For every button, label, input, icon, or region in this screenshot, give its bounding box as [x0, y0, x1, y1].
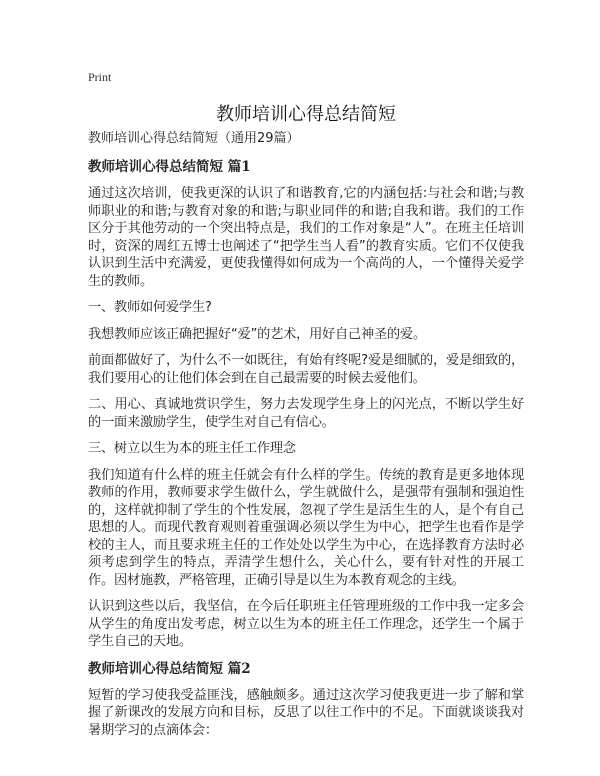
section-heading: 教师培训心得总结简短 篇1 — [88, 159, 251, 175]
paragraph: 二、用心、真诚地赏识学生，努力去发现学生身上的闪光点，不断以学生好的一面来激励学生，使学生对自己有信心。 — [88, 397, 524, 430]
paragraph: 一、教师如何爱学生? — [88, 300, 212, 315]
print-link[interactable]: Print — [88, 70, 112, 84]
section-heading: 教师培训心得总结简短 篇2 — [88, 660, 251, 677]
paragraph: 前面都做好了，为什么不一如既往，有始有终呢?爱是细腻的，爱是细致的，我们要用心的让他们体会到在自己最需要的时候去爱他们。 — [88, 353, 524, 386]
paragraph: 三、树立以生为本的班主任工作理念 — [88, 441, 296, 456]
page-title: 教师培训心得总结简短 — [216, 104, 396, 125]
paragraph: 我们知道有什么样的班主任就会有什么样的学生。传统的教育是更多地体现教师的作用，教师要求学生做什么，学生就做什么，是强带有强制和强迫性的，这样就抑制了学生的个性发展，忽视了学生是活生生的人，是个有自己思想的人。而现代教育观则着重强调必须以学生为中心，把学生也看作是学校的主人，而且要求班主任的工作处处以学生为中心，在选择教育方法时必须考虑到学生的特点，弄清学生想什么，关心什么，要有针对性的开展工作。因材施教，严格管理，正确引导是以生为本教育观念的主线。 — [88, 467, 524, 588]
subtitle: 教师培训心得总结简短（通用29篇） — [88, 131, 300, 146]
document-body — [88, 130, 524, 748]
paragraph: 我想教师应该正确把握好“爱”的艺术，用好自己神圣的爱。 — [88, 326, 426, 342]
paragraph: 短暂的学习使我受益匪浅，感触颇多。通过这次学习使我更进一步了解和掌握了新课改的发展方向和目标，反思了以往工作中的不足。下面就谈谈我对暑期学习的点滴体会： — [88, 687, 524, 738]
paragraph: 通过这次培训，使我更深的认识了和谐教育,它的内涵包括:与社会和谐;与教师职业的和谐;与教育对象的和谐;与职业同伴的和谐;自我和谐。我们的工作区分于其他劳动的一个突出特点是，我们的工作对象是“人”。在班主任培训时，资深的周红五博士也阐述了“把学生当人看”的教育实质。它们不仅使我认识到生活中充满爱，更使我懂得如何成为一个高尚的人，一个懂得关爱学生的教师。 — [88, 186, 524, 289]
paragraph: 认识到这些以后，我坚信，在今后任职班主任管理班级的工作中我一定多会从学生的角度出发考虑，树立以生为本的班主任工作理念，还学生一个属于学生自己的天地。 — [88, 599, 524, 649]
